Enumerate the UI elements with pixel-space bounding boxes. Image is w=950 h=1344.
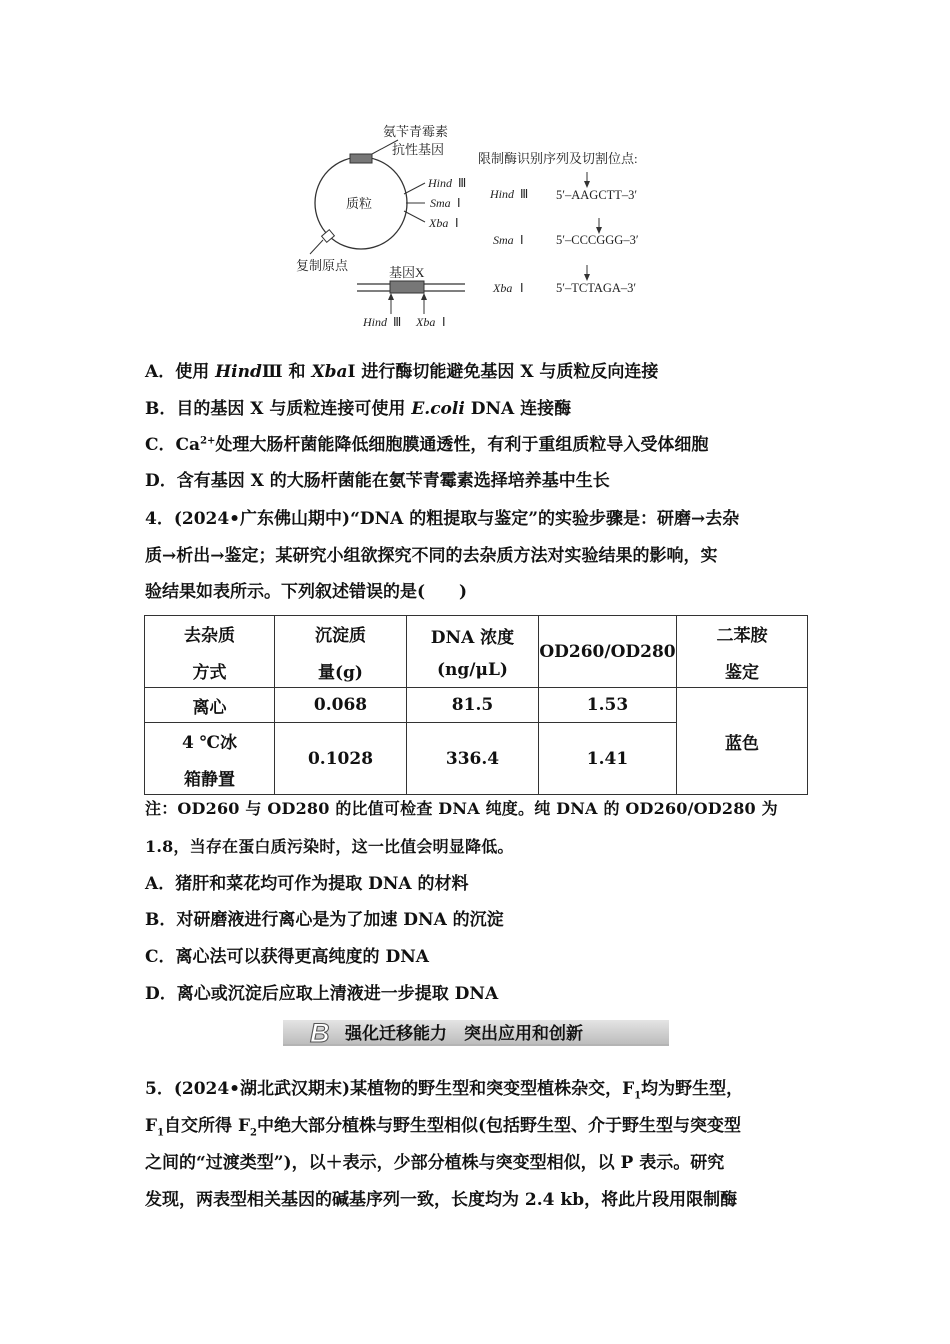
section-banner: [283, 1014, 669, 1048]
header-method: 去杂质 方式: [145, 616, 275, 688]
cell-method: 离心: [145, 688, 275, 723]
q3-option-d: D．含有基因 X 的大肠杆菌能在氨苄青霉素选择培养基中生长: [145, 471, 610, 491]
origin-box: [322, 230, 335, 243]
q4-results-table: [144, 615, 808, 795]
plasmid-sma-suffix: Ⅰ: [457, 196, 461, 210]
section-title: 强化迁移能力 突出应用和创新: [345, 1024, 583, 1044]
site-hind-label: Hind: [490, 187, 514, 201]
q4-stem-line1: 4．(2024•广东佛山期中)“DNA 的粗提取与鉴定”的实验步骤是：研磨→去杂: [145, 509, 740, 529]
q5-stem-line4: 发现，两表型相关基因的碱基序列一致，长度均为 2.4 kb，将此片段用限制酶: [145, 1190, 738, 1210]
q3-option-c: C．$Ca^{2+}$处理大肠杆菌能降低细胞膜通透性，有利于重组质粒导入受体细胞: [145, 435, 709, 455]
gene-x-box: [390, 281, 424, 293]
header-od-ratio: OD260/OD280: [539, 616, 677, 688]
q5-stem-line2: $F_1$自交所得 $F_2$中绝大部分植株与野生型相似(包括野生型、介于野生型与突变型: [145, 1116, 742, 1139]
plasmid-xba-suffix: Ⅰ: [455, 216, 459, 230]
q3-option-b: B．目的基因 X 与质粒连接可使用 E.coli DNA 连接酶: [145, 399, 572, 419]
gene-hind-label: Hind: [363, 315, 387, 329]
q5-stem-line1: 5．(2024•湖北武汉期末)某植物的野生型和突变型植株杂交，$F_1$均为野生型，: [145, 1079, 744, 1102]
cell-precipitate: 0.1028: [275, 723, 407, 795]
header-dna-concentration: DNA 浓度 (ng/μL): [407, 616, 539, 688]
header-precipitate: 沉淀质 量(g): [275, 616, 407, 688]
site-table-title: 限制酶识别序列及切割位点:: [478, 151, 638, 166]
plasmid-figure: [0, 0, 950, 345]
seq-hind: 5′–AAGCTT–3′: [556, 188, 638, 202]
q4-note-line1: 注：OD260 与 OD280 的比值可检查 DNA 纯度。纯 DNA 的 OD260/OD280 为: [145, 799, 778, 818]
q4-note-line2: 1.8，当存在蛋白质污染时，这一比值会明显降低。: [145, 837, 514, 856]
amp-label-line1: 氨苄青霉素: [383, 124, 449, 139]
q4-stem-line2: 质→析出→鉴定；某研究小组欲探究不同的去杂质方法对实验结果的影响，实: [145, 546, 718, 566]
site-sma-label: Sma: [493, 233, 514, 247]
q5-stem-line3: 之间的“过渡类型”)，以＋表示，少部分植株与突变型相似，以 P 表示。研究: [145, 1153, 725, 1173]
seq-xba: 5′–TCTAGA–3′: [556, 281, 637, 295]
q3-option-a: A．使用 HindⅢ 和 XbaⅠ 进行酶切能避免基因 X 与质粒反向连接: [145, 362, 659, 382]
gene-hind-suffix: Ⅲ: [393, 315, 402, 329]
gene-xba-label: Xba: [416, 315, 436, 329]
amp-resistance-gene-box: [350, 154, 372, 163]
amp-label-line2: 抗性基因: [392, 142, 445, 157]
gene-x-label: 基因X: [389, 265, 425, 280]
q4-option-a: A．猪肝和菜花均可作为提取 DNA 的材料: [145, 874, 469, 894]
table-row: [145, 688, 808, 723]
q4-option-c: C．离心法可以获得更高纯度的 DNA: [145, 947, 429, 967]
cell-dna-concentration: 81.5: [407, 688, 539, 723]
site-xba-suffix: Ⅰ: [520, 281, 524, 295]
plasmid-hind-label: Hind: [428, 176, 452, 190]
site-sma-suffix: Ⅰ: [520, 233, 524, 247]
site-xba-label: Xba: [493, 281, 513, 295]
cell-od-ratio: 1.53: [539, 688, 677, 723]
cell-dna-concentration: 336.4: [407, 723, 539, 795]
plasmid-label: 质粒: [346, 196, 373, 211]
q3-option-a-xba: Xba: [311, 362, 348, 382]
q4-option-b: B．对研磨液进行离心是为了加速 DNA 的沉淀: [145, 910, 504, 930]
cell-identification: 蓝色: [677, 688, 808, 795]
q4-option-d: D．离心或沉淀后应取上清液进一步提取 DNA: [145, 984, 499, 1004]
q3-option-a-hind: Hind: [215, 362, 262, 382]
header-identification: 二苯胺 鉴定: [677, 616, 808, 688]
q3-option-c-sup: 2+: [200, 435, 216, 447]
gene-xba-suffix: Ⅰ: [442, 315, 446, 329]
plasmid-xba-label: Xba: [429, 216, 449, 230]
seq-sma: 5′–CCCGGG–3′: [556, 233, 639, 247]
cell-method: 4 ℃冰 箱静置: [145, 723, 275, 795]
q3-option-b-ecoli: E.coli: [411, 399, 465, 419]
section-letter: B: [310, 1018, 330, 1048]
q4-stem-line3: 验结果如表所示。下列叙述错误的是( ): [145, 582, 468, 602]
origin-label: 复制原点: [296, 258, 349, 273]
cell-precipitate: 0.068: [275, 688, 407, 723]
site-hind-suffix: Ⅲ: [520, 187, 529, 201]
cell-od-ratio: 1.41: [539, 723, 677, 795]
plasmid-sma-label: Sma: [430, 196, 451, 210]
plasmid-hind-suffix: Ⅲ: [458, 176, 467, 190]
